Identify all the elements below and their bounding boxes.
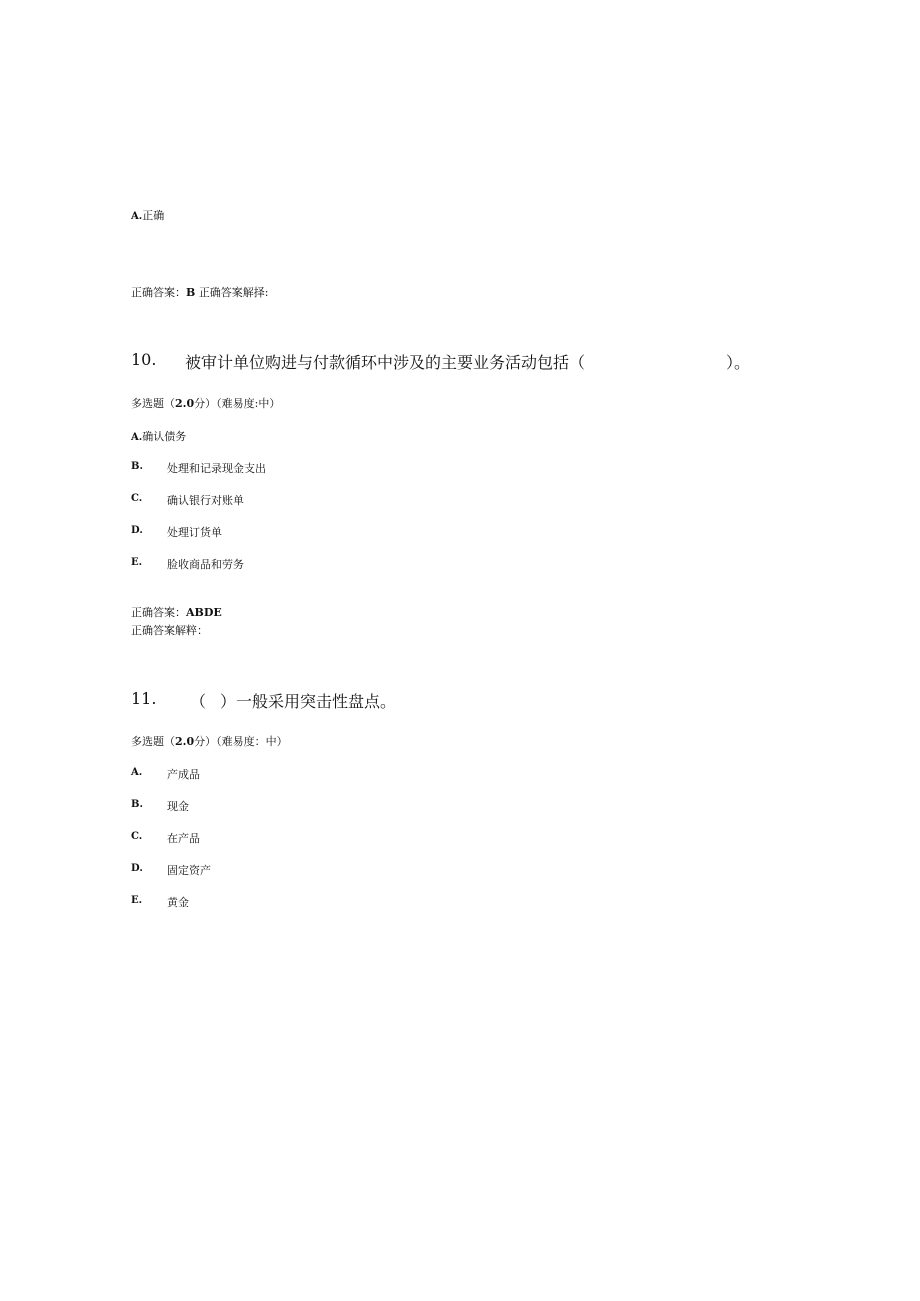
option-text: 处理订货单	[167, 526, 222, 539]
answer-value: ABDE	[186, 606, 222, 619]
question-meta	[131, 395, 280, 411]
answer-label: 正确答案：	[131, 286, 186, 299]
option-letter: C.	[131, 493, 143, 504]
option-a	[131, 207, 164, 223]
option-a	[131, 428, 186, 444]
question-stem: 被审计单位购进与付款循环中涉及的主要业务活动包括（	[185, 353, 586, 372]
answer-line	[131, 284, 269, 300]
option-letter: E.	[131, 895, 143, 906]
explain-label: 正确答案解粹：	[131, 624, 208, 637]
answer-line	[131, 604, 222, 620]
question-stem: ）一般采用突击性盘点。	[220, 692, 397, 711]
question-difficulty: 分）（难易度：中）	[194, 735, 288, 748]
option-letter: A.	[131, 767, 143, 778]
option-letter: C.	[131, 831, 143, 842]
option-text: 现金	[167, 800, 189, 813]
option-text: 产成品	[167, 768, 200, 781]
question-type: 多选题（	[131, 397, 175, 410]
question-stem-end: ）。	[726, 353, 751, 372]
question-number: 10.	[131, 350, 157, 369]
option-text: 确认债务	[142, 430, 187, 443]
option-text: 正确	[142, 209, 165, 222]
option-letter: D.	[131, 863, 143, 874]
explain-label: 正确答案解择:	[198, 286, 269, 299]
option-text: 黄金	[167, 896, 189, 909]
question-score: 2.0	[175, 397, 195, 410]
option-letter: E.	[131, 557, 143, 568]
option-letter: D.	[131, 525, 143, 536]
question-type: 多选题（	[131, 735, 175, 748]
option-text: 固定资产	[167, 864, 211, 877]
option-text: 确认银行对账单	[167, 494, 244, 507]
option-letter: B.	[131, 461, 143, 472]
option-text: 处理和记录现金支出	[167, 462, 266, 475]
option-letter: A.	[131, 211, 143, 222]
option-letter: B.	[131, 799, 143, 810]
question-number: 11.	[131, 689, 157, 708]
answer-label: 正确答案：	[131, 606, 186, 619]
question-score: 2.0	[175, 735, 195, 748]
question-stem-open: （	[190, 692, 207, 711]
answer-value: B	[186, 286, 196, 299]
question-difficulty: 分）（难易度:中）	[194, 397, 281, 410]
option-letter: A.	[131, 432, 143, 443]
option-text: 在产品	[167, 832, 200, 845]
option-text: 脸收商品和劳务	[167, 558, 244, 571]
question-meta	[131, 733, 288, 749]
